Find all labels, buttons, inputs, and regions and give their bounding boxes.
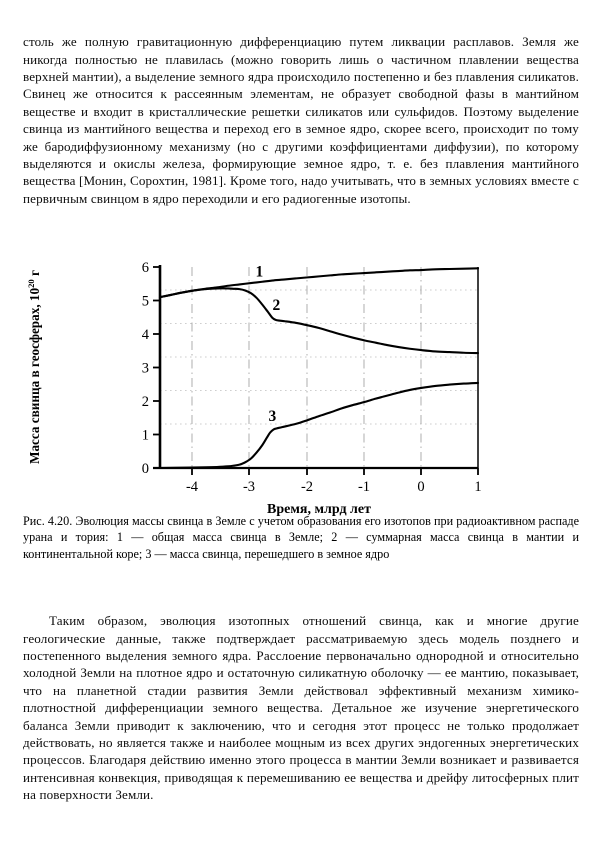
- grid-horizontal: [160, 290, 478, 424]
- curve-label-3: 3: [268, 408, 277, 426]
- y-tick-label-6: 6: [141, 260, 149, 276]
- curve-core-lead-mass: [160, 383, 478, 468]
- y-tick-label-5: 5: [141, 293, 149, 310]
- paragraph-top-text: столь же полную гравитационную дифференциацию путем ликвации расплавов. Земля же никогда полностью не плавилась (можно говорить лишь о частичном плавлении вещества верхней мантии), а выделение земного ядра происходило постепенно и без плавления силикатов. Свинец же относится к рассеянным элементам, не образует свободной фазы в мантийном веществе и входит в кристаллические решетки силикатов или сульфидов. Поэтому выделение свинца из мантийного вещества и переход его в земное ядро, скорее всего, происходит по тому же бародиффузионному механизму (но с другими коэффициентами диффузии), по которому выделяются и окислы железа, формирующие земное ядро, т. е. без плавления мантийного вещества [Монин, Сорохтин, 1981]. Кроме того, надо учитывать, что в земных условиях вместе с первичным свинцом в ядро переходили и его радиогенные изотопы.: [23, 34, 579, 206]
- x-tick-label--1: -1: [357, 479, 371, 495]
- svg-text:Масса свинца в геосферах, 1020: [26, 270, 42, 464]
- y-tick-label-0: 0: [141, 461, 149, 477]
- figure-caption: [23, 513, 579, 562]
- y-tick-labels: [142, 260, 150, 477]
- x-tick-label-0: 0: [417, 479, 425, 495]
- x-axis-title: Время, млрд лет: [267, 502, 371, 517]
- chart-lead-mass-evolution: [23, 255, 579, 517]
- y-tick-label-1: 1: [141, 427, 149, 444]
- x-tick-labels: [186, 479, 482, 495]
- chart-curves: [160, 268, 478, 468]
- y-axis-title-unit: г: [27, 270, 42, 280]
- figure-caption-label: Рис. 4.20.: [23, 514, 73, 528]
- figure-caption-text: Эволюция массы свинца в Земле с учетом образования его изотопов при радиоактивном распаде урана и тория: 1 — общая масса свинца в Земле; 2 — суммарная масса свинца в мантии и континентальной коре; 3 — масса свинца, перешедшего в земное ядро: [23, 514, 579, 561]
- paragraph-top: [23, 33, 579, 207]
- curve-label-2: 2: [272, 296, 281, 314]
- y-tick-label-3: 3: [141, 360, 149, 377]
- curve-number-labels: [256, 263, 281, 425]
- x-tick-label-1: 1: [474, 479, 482, 495]
- y-axis-title: [26, 270, 42, 464]
- x-tick-label--4: -4: [185, 479, 199, 495]
- x-tick-label--2: -2: [300, 479, 314, 495]
- y-tick-label-2: 2: [141, 394, 149, 410]
- chart-axes: [153, 265, 478, 468]
- grid-vertical: [192, 267, 421, 468]
- curve-label-1: 1: [255, 263, 264, 281]
- curve-mantle-crust-lead-mass: [160, 288, 478, 353]
- paragraph-bottom: [23, 612, 579, 803]
- curve-total-lead-mass: [160, 268, 478, 297]
- x-tick-label--3: -3: [242, 479, 256, 495]
- y-tick-label-4: 4: [141, 327, 149, 343]
- y-axis-title-exponent: 20: [26, 279, 36, 288]
- figure-4-20: [23, 255, 579, 517]
- y-axis-title-main: Масса свинца в геосферах, 10: [27, 287, 42, 464]
- paragraph-bottom-text: Таким образом, эволюция изотопных отношений свинца, как и многие другие геологические данные, также подтверждает рассматриваемую здесь модель позднего и постепенного выделения земного ядра. Расслоение первоначально однородной и относительно холодной Земли на плотное ядро и остаточную силикатную оболочку — ее мантию, показывает, что на планетной стадии развития Земли действовал эффективный механизм химико-плотностной дифференциации земного вещества. Детальное же изучение энергетического баланса Земли приводит к заключению, что и сегодня этот процесс не только продолжает действовать, но является также и наиболее мощным из всех других эндогенных энергетических процессов. Благодаря действию именно этого процесса в мантии Земли возникает и развивается интенсивная конвекция, приводящая к перемешиванию ее вещества и дрейфу литосферных плит на поверхности Земли.: [23, 613, 579, 803]
